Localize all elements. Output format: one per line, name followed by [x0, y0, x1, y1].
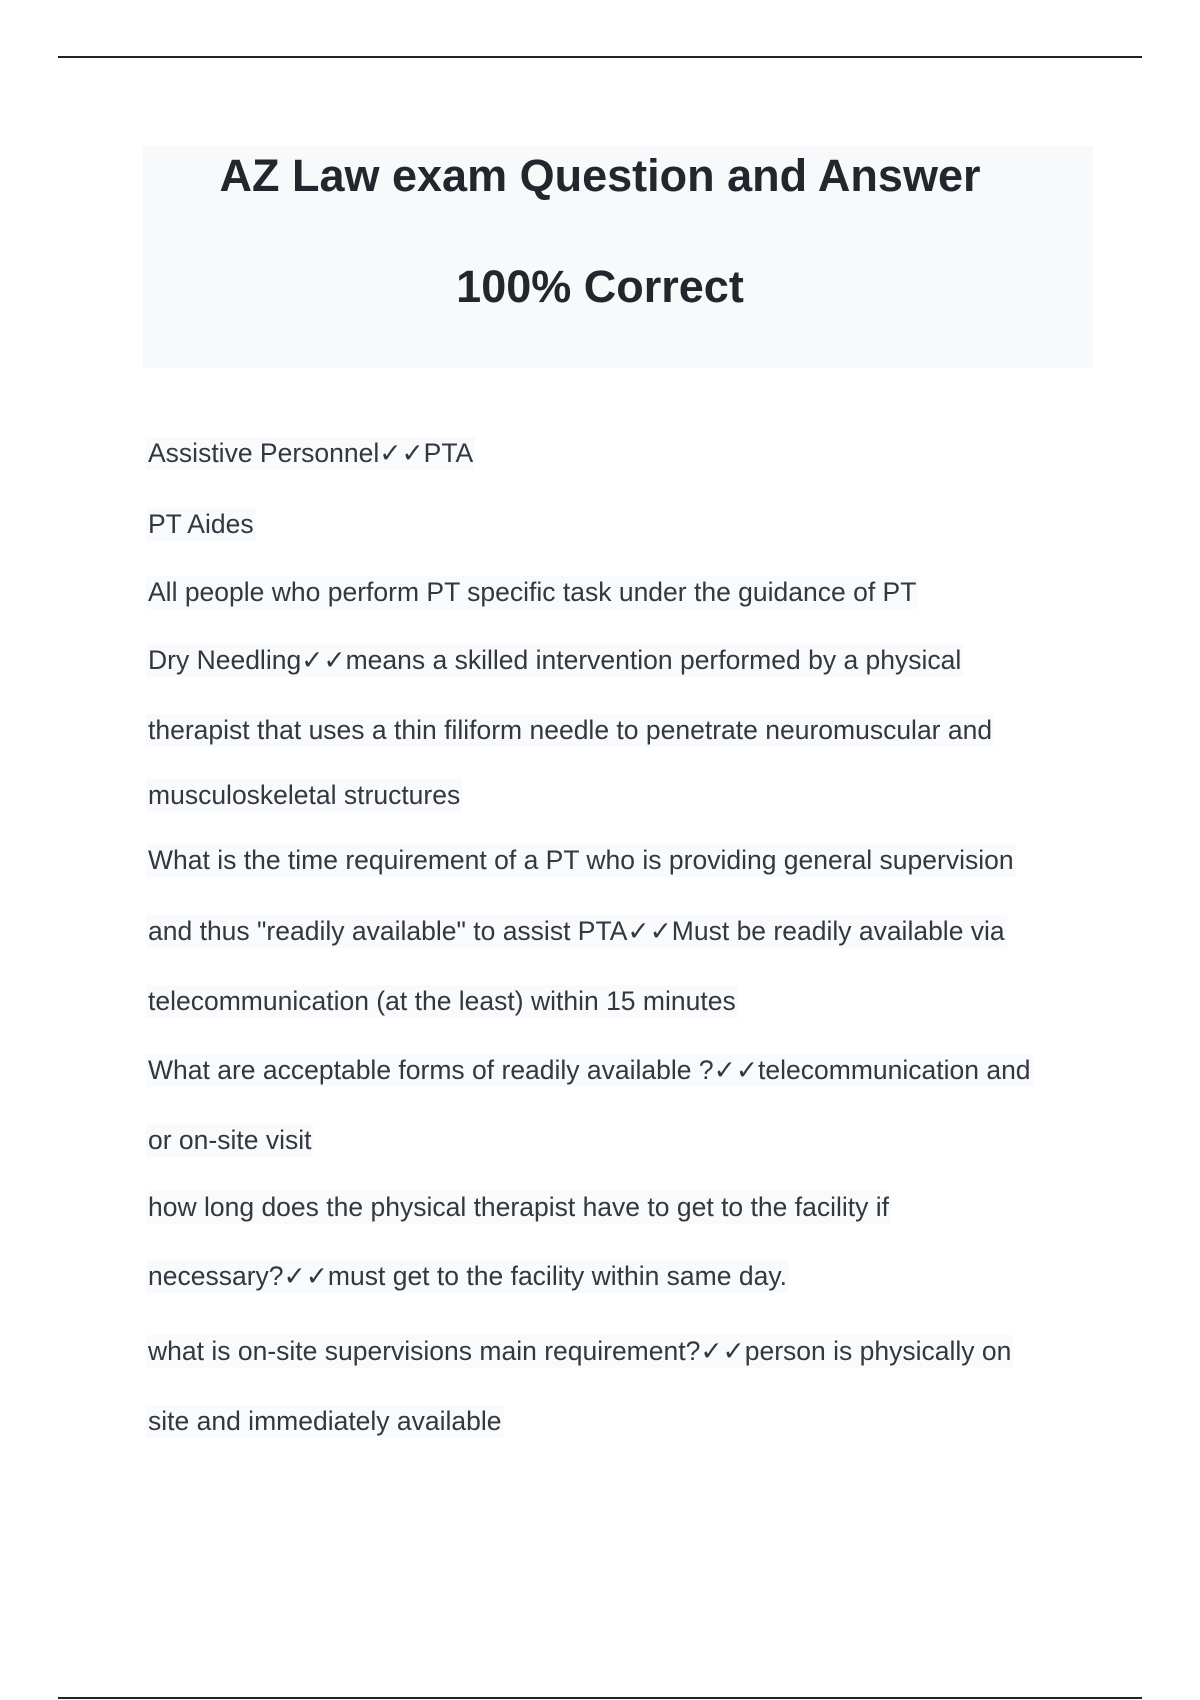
qa-line-4: Dry Needling✓✓means a skilled intervention performed by a physical	[148, 645, 962, 675]
top-divider	[58, 56, 1142, 58]
qa-line-3: All people who perform PT specific task under the guidance of PT	[148, 577, 917, 607]
bottom-divider	[58, 1697, 1142, 1699]
qa-line-9: telecommunication (at the least) within 15 minutes	[148, 986, 736, 1016]
qa-line-13: necessary?✓✓must get to the facility within same day.	[148, 1261, 787, 1291]
qa-line-12: how long does the physical therapist have to get to the facility if	[148, 1192, 889, 1222]
document-title: AZ Law exam Question and Answer	[219, 150, 981, 201]
qa-line-14: what is on-site supervisions main requirement?✓✓person is physically on	[148, 1336, 1012, 1366]
qa-line-8: and thus "readily available" to assist PTA✓✓Must be readily available via	[148, 916, 1005, 946]
qa-line-15: site and immediately available	[148, 1406, 502, 1436]
qa-line-11: or on-site visit	[148, 1125, 312, 1155]
qa-line-1: Assistive Personnel✓✓PTA	[148, 438, 474, 468]
qa-line-5: therapist that uses a thin filiform needle to penetrate neuromuscular and	[148, 715, 993, 745]
qa-line-6: musculoskeletal structures	[148, 780, 461, 810]
qa-line-7: What is the time requirement of a PT who is providing general supervision	[148, 845, 1014, 875]
qa-line-2: PT Aides	[148, 509, 254, 539]
document-subtitle: 100% Correct	[456, 261, 744, 312]
qa-line-10: What are acceptable forms of readily available ?✓✓telecommunication and	[148, 1055, 1031, 1085]
